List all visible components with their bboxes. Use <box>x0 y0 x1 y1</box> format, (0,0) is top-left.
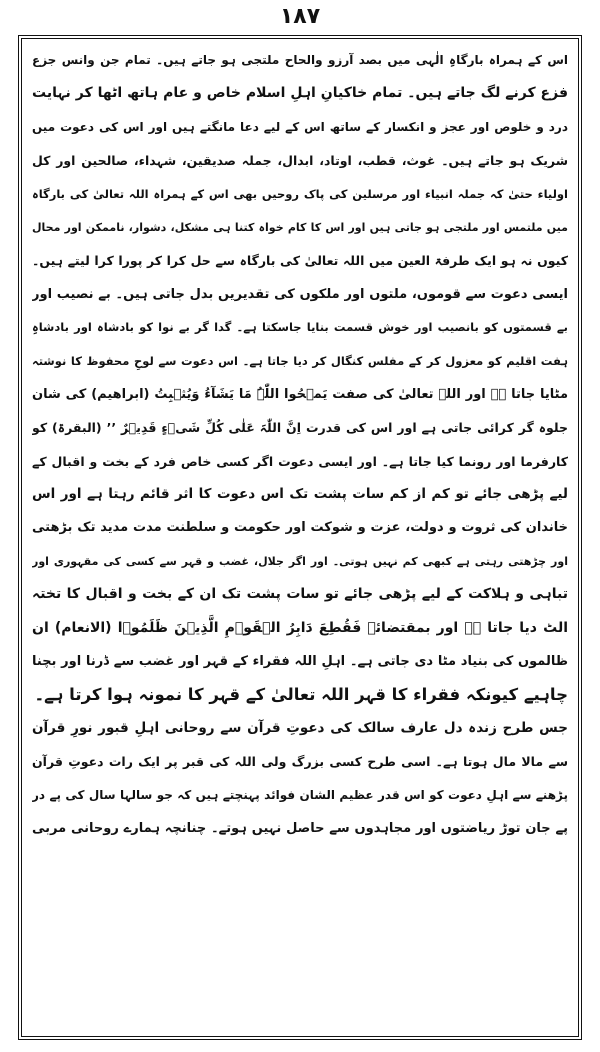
text-line: اور چڑھتی رہتی ہے کبھی کم نہیں ہوتی۔ اور اگر جلال، غضب و قہر سے کسی کی مقہوری اور <box>32 554 568 568</box>
text-line: ظالموں کی بنیاد مٹا دی جاتی ہے۔ اہلِ اللہ فقراء کے قہر اور غضب سے ڈرنا اور بچنا <box>32 654 568 670</box>
text-line: کارفرما اور رونما کیا جاتا ہے۔ اور ایسی دعوت اگر کسی خاص فرد کے بخت و اقبال کے <box>32 453 568 469</box>
text-line: پے جان توڑ ریاضتوں اور مجاہدوں سے حاصل نہیں ہوتے۔ چنانچہ ہمارے روحانی مربی <box>32 820 568 836</box>
text-line: شریک ہو جاتے ہیں۔ غوث، قطب، اوتاد، ابدال، جملہ صدیقین، شہداء، صالحین اور کل <box>32 153 568 169</box>
text-line: جلوہ گر کرائی جاتی ہے اور اس کی قدرت اِنَّ اللّٰہَ عَلٰی کُلِّ شَیۡءٍ قَدِیۡرٌ ’’ (البقرۃ) کو <box>32 420 568 436</box>
text-line: ہفت اقلیم کو معزول کر کے مفلس کنگال کر دیا جاتا ہے۔ اس دعوت سے لوحِ محفوظ کا نوشتہ <box>32 353 568 368</box>
text-line: اس کے ہمراہ بارگاہِ الٰہی میں بصد آرزو والحاح ملتجی ہو جاتے ہیں۔ تمام جن وانس جزع <box>32 53 568 67</box>
text-line: الٹ دیا جاتا ہے اور بمقتضائے فَقُطِعَ دَابِرُ الۡقَوۡمِ الَّذِیۡنَ ظَلَمُوۡا (الانعام) ان <box>32 619 568 636</box>
text-line: میں ملتمس اور ملتجی ہو جاتی ہیں اور اس کا کام خواہ کتنا ہی مشکل، دشوار، ناممکن اور محال <box>32 220 568 234</box>
body-text <box>32 44 568 1032</box>
page-border-frame <box>18 35 582 1040</box>
text-line: بے قسمتوں کو بانصیب اور خوش قسمت بنایا جاسکتا ہے۔ گدا گر بے نوا کو بادشاہ اور بادشاہِ <box>32 320 568 335</box>
text-line: اولیاء حتیٰ کہ جملہ انبیاء اور مرسلین کی پاک روحیں بھی اس کے ہمراہ اللہ تعالیٰ کی بارگاہ <box>32 186 568 201</box>
text-line: خاندان کی ثروت و دولت، عزت و شوکت اور حکومت و سلطنت مدت مدید تک بڑھتی <box>32 520 568 536</box>
text-line: درد و خلوص اور عجز و انکسار کے ساتھ اس کے لیے دعا مانگتے ہیں اور اس کی دعوت میں <box>32 119 568 134</box>
text-line: جس طرح زندہ دل عارف سالک کی دعوتِ قرآن سے روحانی اہلِ قبور نورِ قرآن <box>32 719 568 736</box>
text-line: پڑھنے سے اہلِ دعوت کو اس قدر عظیم الشان فوائد پہنچتے ہیں کہ جو سالہا سال کی پے در <box>32 787 568 802</box>
text-line: مٹایا جاتا ہے اور اللہ تعالیٰ کی صفت یَمۡحُوا اللّٰہُ مَا یَشَآءُ وَیُثۡبِتُ (ابراھیم) کی شان <box>32 386 568 402</box>
text-line: کیوں نہ ہو ایک طرفۃ العین میں اللہ تعالیٰ کی بارگاہ سے حل کرا کر پورا کرا لیتے ہیں۔ <box>32 253 568 269</box>
text-line: تباہی و ہلاکت کے لیے پڑھی جائے تو سات پشت تک ان کے بخت و اقبال کا تختہ <box>32 586 568 603</box>
text-line: فزع کرنے لگ جاتے ہیں۔ تمام خاکیانِ اہلِ اسلام خاص و عام ہاتھ اٹھا کر نہایت <box>32 85 568 102</box>
page-number: ۱۸۷ <box>279 4 321 29</box>
text-line: ایسی دعوت سے قوموں، ملتوں اور ملکوں کی تقدیریں بدل جاتی ہیں۔ بے نصیب اور <box>32 286 568 302</box>
text-line: سے مالا مال ہوتا ہے۔ اسی طرح کسی بزرگ ولی اللہ کی قبر پر ایک رات دعوتِ قرآن <box>32 754 568 770</box>
text-line: چاہیے کیونکہ فقراء کا قہر اللہ تعالیٰ کے قہر کا نمونہ ہوا کرتا ہے۔ <box>34 685 568 705</box>
text-line: لیے پڑھی جائے تو کم از کم سات پشت تک اس دعوت کا اثر قائم رہتا ہے اور اس <box>32 486 568 503</box>
